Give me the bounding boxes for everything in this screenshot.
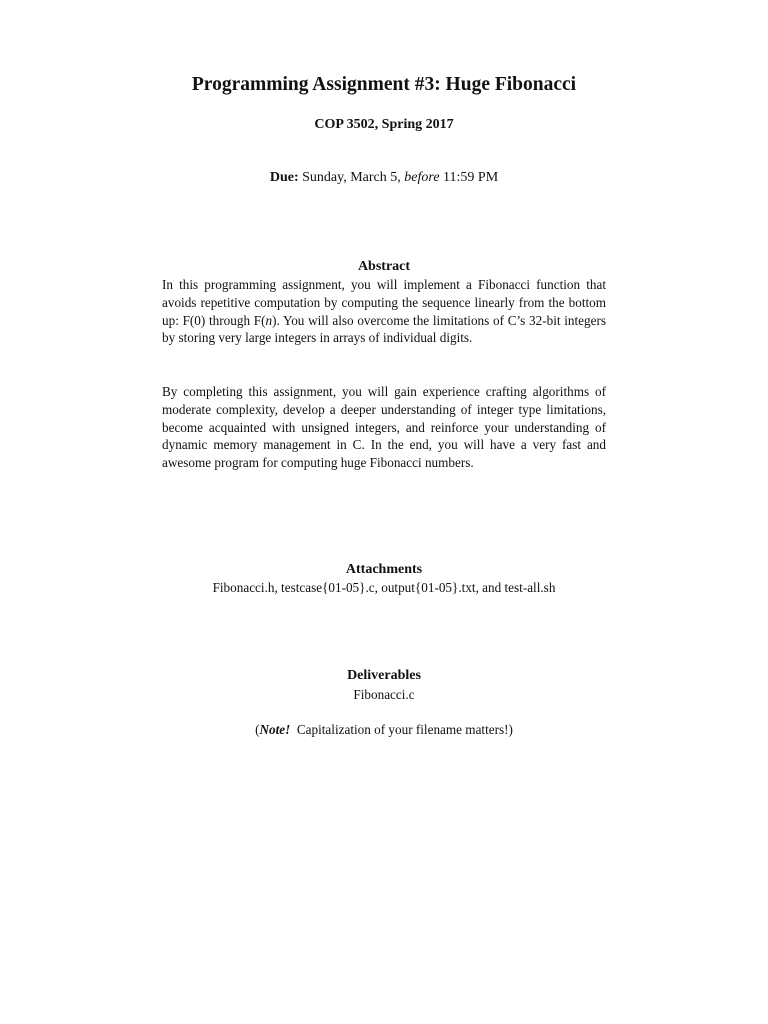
abstract-p1-part2: ). You will also overcome the limitations of C’s 32-bit integers by storing very large integers in arrays of individual digits. (162, 312, 606, 346)
capitalization-note (0, 721, 768, 739)
note-text: Capitalization of your filename matters!) (290, 722, 513, 737)
deliverables-heading: Deliverables (347, 668, 421, 683)
attachments-file-list: Fibonacci.h, testcase{01-05}.c, output{01-05}.txt, and test-all.sh (212, 580, 556, 595)
abstract-p1-part1: In this programming assignment, you will implement a Fibonacci function that avoids repetitive computation by computing the sequence linearly from the bottom up: F(0) through F( (162, 277, 606, 328)
abstract-paragraph-2: By completing this assignment, you will gain experience crafting algorithms of moderate complexity, develop a deeper understanding of integer type limitations, become acquainted with unsigned integers, and reinforce your understanding of dynamic memory management in C. In the end, you will have a very fast and awesome program for computing huge Fibonacci numbers. (162, 384, 606, 471)
due-emphasis: before (404, 170, 440, 185)
abstract-paragraph-1 (162, 276, 606, 347)
page-title: Programming Assignment #3: Huge Fibonacci (191, 74, 577, 95)
note-label: Note! (259, 722, 291, 737)
abstract-p1-italic-n: n (265, 312, 273, 328)
note-open-paren: ( (255, 722, 260, 737)
attachments-heading: Attachments (345, 562, 423, 577)
deliverables-file: Fibonacci.c (353, 687, 415, 702)
abstract-heading: Abstract (357, 259, 411, 274)
due-label: Due: (269, 170, 299, 185)
due-text-after: 11:59 PM (439, 170, 499, 185)
due-date-line (0, 168, 768, 188)
course-subtitle: COP 3502, Spring 2017 (314, 117, 454, 132)
due-text-before: Sunday, March 5, (298, 170, 405, 185)
